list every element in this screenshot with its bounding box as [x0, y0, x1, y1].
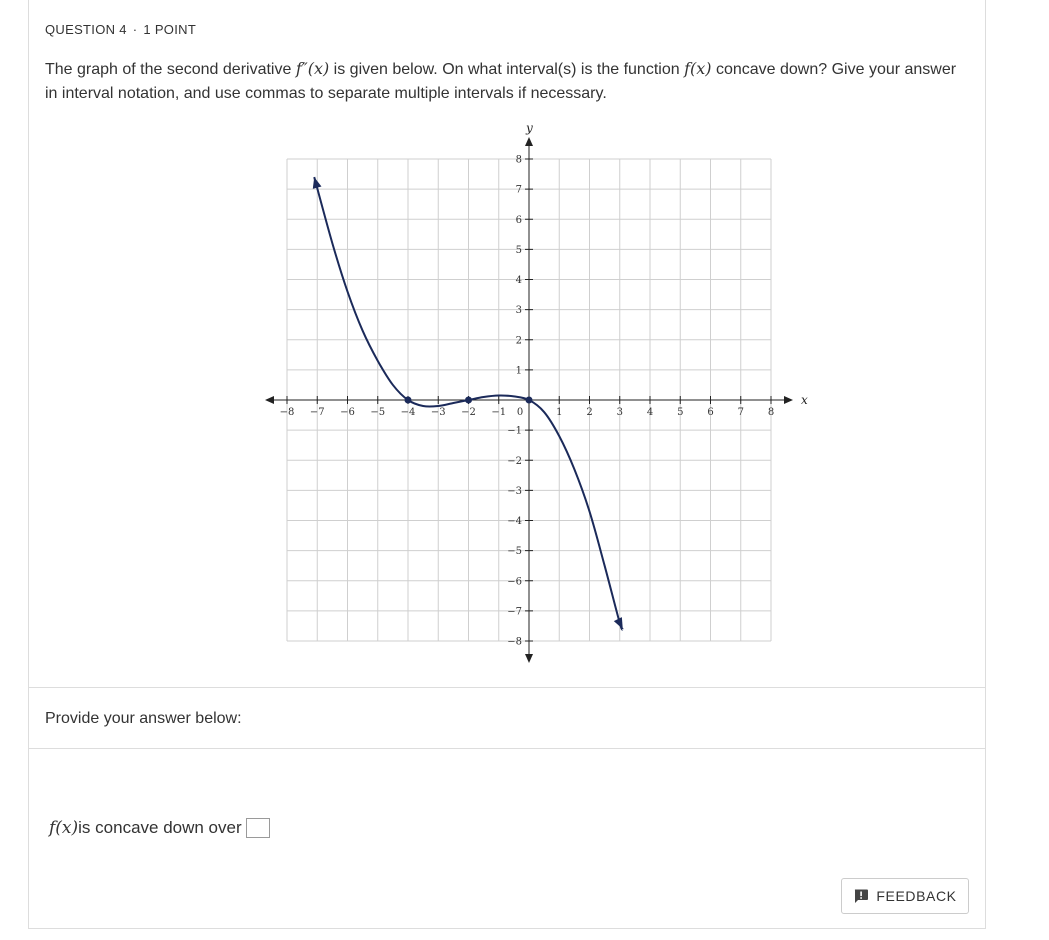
- question-card: [28, 0, 986, 929]
- x-tick-label: −5: [370, 407, 386, 418]
- y-tick-label: 2: [515, 335, 522, 347]
- section-divider: [29, 687, 985, 688]
- question-number: QUESTION 4: [45, 22, 127, 37]
- question-text-part-1: The graph of the second derivative: [45, 61, 296, 78]
- x-tick-label: −6: [340, 407, 355, 418]
- second-derivative-symbol: f″(x): [295, 59, 330, 78]
- question-header: [45, 22, 196, 37]
- x-tick-label: 2: [586, 407, 593, 418]
- feedback-label: FEEDBACK: [876, 888, 957, 904]
- x-axis-label: x: [801, 393, 808, 407]
- x-tick-label: 4: [646, 407, 654, 418]
- function-symbol: f(x): [684, 59, 712, 78]
- second-derivative-graph: [235, 118, 808, 670]
- y-tick-label: −4: [507, 516, 522, 527]
- y-tick-label: 3: [515, 305, 522, 317]
- y-axis-label: y: [526, 121, 533, 135]
- question-points: 1 POINT: [143, 22, 197, 37]
- y-tick-label: −2: [507, 455, 522, 467]
- answer-label: is concave down over: [78, 818, 242, 837]
- x-tick-label: −8: [279, 407, 295, 418]
- curve-point: [465, 397, 472, 404]
- section-divider: [29, 748, 985, 749]
- header-separator: ·: [132, 22, 138, 37]
- x-tick-label: −2: [461, 407, 476, 418]
- feedback-icon: [853, 888, 869, 904]
- y-tick-label: −6: [507, 576, 522, 588]
- answer-line: [49, 818, 270, 838]
- x-tick-label: −4: [400, 407, 416, 418]
- y-tick-label: −5: [507, 546, 522, 558]
- question-text-part-3: concave down? Give your answer in interval notation, and use commas to separate multiple intervals if necessary.: [45, 61, 957, 102]
- y-tick-label: −7: [507, 606, 522, 618]
- x-tick-label: −3: [430, 407, 446, 418]
- y-tick-label: 6: [515, 214, 522, 226]
- y-axis-arrow-up: [525, 137, 533, 146]
- y-tick-label: −8: [507, 636, 522, 648]
- x-tick-label: 3: [616, 407, 623, 418]
- y-tick-label: 7: [515, 184, 522, 196]
- x-tick-label: 6: [707, 407, 714, 418]
- x-tick-label: 0: [516, 407, 524, 418]
- y-tick-label: 4: [515, 275, 522, 286]
- y-tick-label: −3: [507, 485, 522, 497]
- x-tick-label: 1: [556, 407, 563, 418]
- y-tick-label: −1: [507, 425, 522, 437]
- x-tick-label: −1: [491, 407, 507, 418]
- x-axis-arrow-left: [265, 396, 274, 404]
- question-text-part-2: is given below. On what interval(s) is the function: [329, 61, 685, 78]
- x-tick-label: 5: [677, 407, 684, 418]
- x-axis-arrow-right: [784, 396, 793, 404]
- x-tick-label: 8: [767, 407, 775, 418]
- feedback-button[interactable]: [841, 878, 969, 914]
- x-tick-label: −7: [309, 407, 325, 418]
- y-tick-label: 5: [515, 244, 522, 256]
- answer-function-symbol: f(x): [49, 818, 79, 838]
- curve-point: [405, 397, 412, 404]
- y-axis-arrow-down: [525, 654, 533, 663]
- y-tick-label: 8: [515, 154, 522, 166]
- question-text: [45, 57, 970, 106]
- x-tick-label: 7: [737, 407, 744, 418]
- curve-point: [526, 397, 533, 404]
- answer-prompt: Provide your answer below:: [45, 710, 242, 727]
- answer-input[interactable]: [246, 818, 270, 838]
- y-tick-label: 1: [515, 365, 522, 377]
